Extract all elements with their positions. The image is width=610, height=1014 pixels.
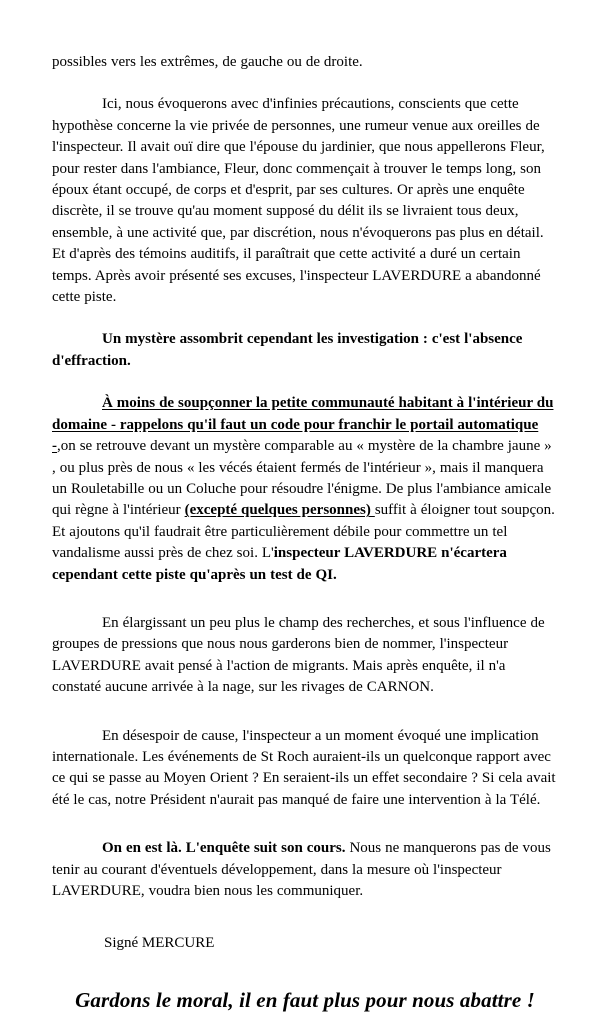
emphasis-excepte-personnes: (excepté quelques personnes) [184,502,375,519]
paragraph-mystere-effraction-text: Un mystère assombrit cependant les investigation : c'est l'absence d'effraction. [52,331,523,369]
emphasis-test-qi: inspecteur LAVERDURE n'écartera cependant cette piste qu'après un test de QI. [52,545,507,583]
paragraph-hypothese [52,94,558,308]
closing-slogan: Gardons le moral, il en faut plus pour nous abattre ! [75,987,535,1012]
paragraph-mystere-effraction [52,329,558,372]
document-body [52,52,558,1014]
paragraph-continuation: possibles vers les extrêmes, de gauche ou de droite. [52,54,363,70]
emphasis-on-en-est-la: On en est là. L'enquête suit son cours. [102,840,346,857]
paragraph-migrants-text: En élargissant un peu plus le champ des recherches, et sous l'influence de groupes de pressions que nous nous garderons bien de nommer, l'inspecteur LAVERDURE avait pensé à l'action de migrants. Mais après enquête, il n'a constaté aucune arrivée à la nage, sur les rivages de CARNON. [52,614,545,696]
paragraph-communaute-text-b: suffit à éloigner tout soupçon. Et ajoutons qu'il faudrait être particulièrement débile pour commettre un tel vandalisme aussi près de chez soi. L' [52,502,555,562]
closing-gap [52,955,558,986]
paragraph-gap [52,308,558,329]
signature-gap [52,902,558,933]
paragraph-communaute-text-a: ,on se retrouve devant un mystère comparable au « mystère de la chambre jaune » , ou plus près de nous « les vécés étaient fermés de l'intérieur », mais il manquera un Rouletabille ou un Coluche pour résoudre l'énigme. De plus l'ambiance amicale qui règne à l'intérieur [52,438,552,519]
paragraph-international [52,726,558,812]
paragraph-gap [52,699,558,726]
paragraph-gap [52,811,558,838]
paragraph-enquete-cours [52,838,558,902]
emphasis-communaute: À moins de soupçonner la petite communauté habitant à l'intérieur du domaine - rappelons qu'il faut un code pour franchir le portail automatique - [52,395,554,455]
paragraph-hypothese-text: Ici, nous évoquerons avec d'infinies précautions, conscients que cette hypothèse concerne la vie privée de personnes, une rumeur venue aux oreilles de l'inspecteur. Il avait ouï dire que l'épouse du jardinier, que nous appellerons Fleur, pour rester dans l'ambiance, Fleur, donc commençait à trouver le temps long, son époux étant occupé, de corps et d'esprit, par ses cultures. Or après une enquête discrète, il se trouve qu'au moment supposé du délit ils se livraient tous deux, ensemble, à une activité que, par discrétion, nous n'évoquerons pas plus en détail. Et d'après des témoins auditifs, il paraîtrait que cette activité a duré un certain temps. Après avoir présenté ses excuses, l'inspecteur LAVERDURE a abandonné cette piste. [52,96,545,306]
paragraph-migrants [52,613,558,699]
signature-line [52,933,558,954]
signature-text: Signé MERCURE [104,935,215,952]
paragraph-international-text: En désespoir de cause, l'inspecteur a un moment évoqué une implication internationale. Les événements de St Roch auraient-ils un quelconque rapport avec ce qui se passe au Moyen Orient ? En seraient-ils un effet secondaire ? Si cela avait été le cas, notre Président n'aurait pas manqué de faire une intervention à la Télé. [52,727,556,808]
paragraph-gap [52,586,558,613]
paragraph-communaute [52,393,558,586]
paragraph-enquete-cours-text: Nous ne manquerons pas de vous tenir au courant d'éventuels développement, dans la mesure où l'inspecteur LAVERDURE, voudra bien nous les communiquer. [52,840,551,899]
paragraph-gap [52,73,558,94]
paragraph-gap [52,372,558,393]
